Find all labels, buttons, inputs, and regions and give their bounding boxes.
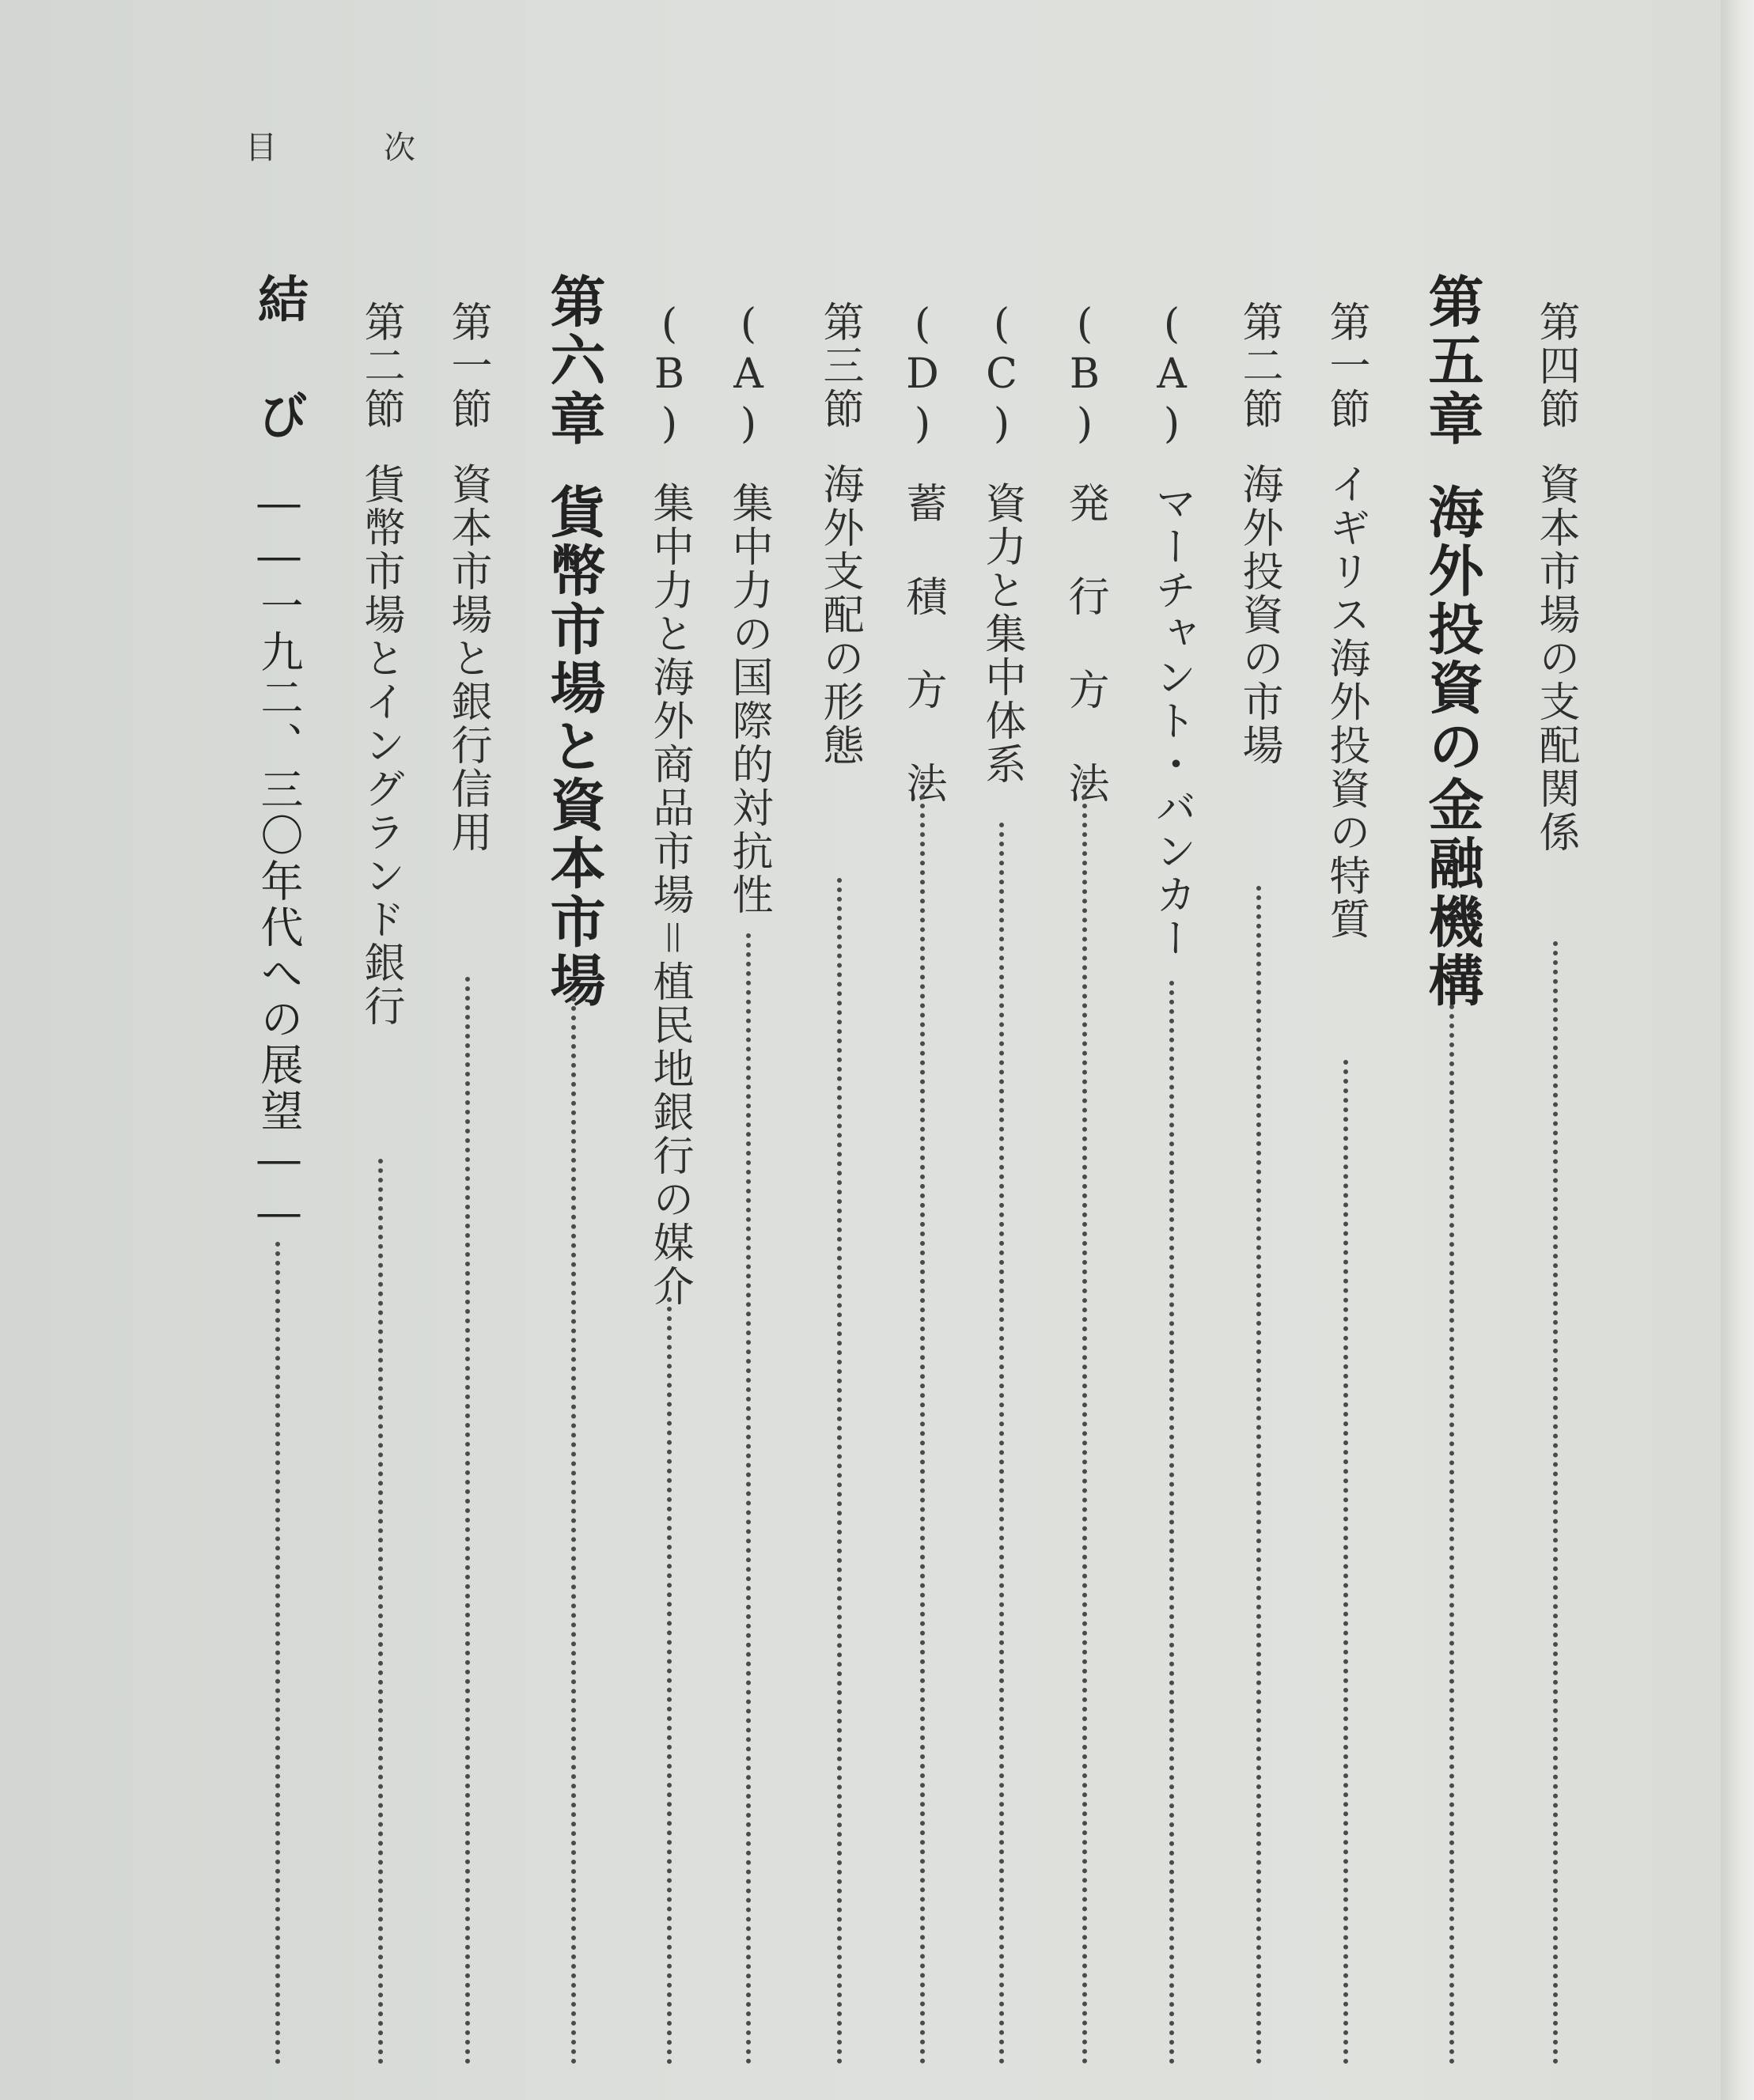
page-edge [1721, 0, 1754, 2100]
toc-entry-title: マーチャント・バンカー [1148, 482, 1195, 960]
toc-entry-title: 貨幣市場とイングランド銀行 [357, 463, 404, 1028]
dot-leader [999, 823, 1004, 2064]
toc-entry-number: 第四節 [1532, 301, 1579, 431]
dot-leader [1256, 886, 1261, 2064]
toc-entry-conclusion [249, 273, 309, 1240]
toc-entry-number: (B) [1061, 301, 1108, 450]
toc-entry-number: 第五章 [1419, 273, 1485, 448]
toc-entry-subsection-c [978, 301, 1025, 786]
toc-entry-section-1 [1322, 301, 1369, 941]
dot-leader [746, 933, 751, 2064]
toc-entry-chapter-6 [541, 273, 607, 1010]
toc-entry-subsection-b2 [646, 301, 693, 1308]
toc-entry-number: 第二節 [357, 301, 404, 431]
dot-leader [1343, 1060, 1348, 2064]
toc-entry-title: イギリス海外投資の特質 [1322, 463, 1369, 941]
toc-entry-subsection-a [1148, 301, 1195, 960]
toc-entry-number: 第一節 [1322, 301, 1369, 431]
dot-leader [275, 1242, 280, 2064]
toc-entry-title: 発 行 方 法 [1061, 482, 1108, 805]
dot-leader [378, 1159, 383, 2064]
toc-entry-section-1b [444, 301, 491, 854]
toc-entry-title: 海外投資の市場 [1235, 463, 1282, 767]
toc-entry-number: (A) [725, 301, 772, 450]
toc-entry-section-2 [1235, 301, 1282, 767]
toc-entry-section-3 [816, 301, 863, 767]
toc-entry-title: 海外投資の金融機構 [1419, 483, 1485, 1010]
toc-entry-chapter-5 [1419, 273, 1485, 1010]
dot-leader [1449, 1005, 1454, 2064]
toc-entry-subsection-d [899, 301, 946, 805]
toc-entry-number: 第二節 [1235, 301, 1282, 431]
toc-entry-number: (B) [646, 301, 693, 450]
toc-entry-subsection-a2 [725, 301, 772, 917]
toc-entry-number: 第三節 [816, 301, 863, 431]
dot-leader [1082, 775, 1087, 2064]
toc-entry-number: (C) [978, 301, 1025, 450]
toc-entry-section-2b [357, 301, 404, 1028]
toc-entry-section-4 [1532, 301, 1579, 854]
toc-entry-title: 資本市場の支配関係 [1532, 463, 1579, 854]
dot-leader [571, 997, 576, 2064]
toc-entry-title: 蓄 積 方 法 [899, 482, 946, 805]
toc-entry-title: 集中力と海外商品市場＝植民地銀行の媒介 [646, 482, 693, 1308]
toc-entry-number: (A) [1148, 301, 1195, 450]
toc-entry-number: 第一節 [444, 301, 491, 431]
toc-entry-title: 資本市場と銀行信用 [444, 463, 491, 854]
toc-entry-title: ――一九二、三〇年代への展望―― [254, 478, 304, 1240]
toc-entry-title: 貨幣市場と資本市場 [541, 483, 607, 1010]
dot-leader [465, 977, 470, 2064]
toc-entry-title: 海外支配の形態 [816, 463, 863, 767]
dot-leader [1553, 941, 1558, 2064]
toc-entry-subsection-b [1061, 301, 1108, 805]
dot-leader [1169, 981, 1174, 2064]
dot-leader [920, 775, 925, 2064]
toc-entry-number: 第六章 [541, 273, 607, 448]
dot-leader [667, 1297, 672, 2064]
header-label-right: 次 [384, 130, 415, 166]
dot-leader [837, 878, 842, 2064]
header-label-left: 目 [245, 130, 277, 166]
toc-entry-number: 結 び [249, 273, 309, 443]
toc-entry-title: 資力と集中体系 [978, 482, 1025, 786]
toc-entry-title: 集中力の国際的対抗性 [725, 482, 772, 917]
toc-entry-number: (D) [899, 301, 946, 450]
